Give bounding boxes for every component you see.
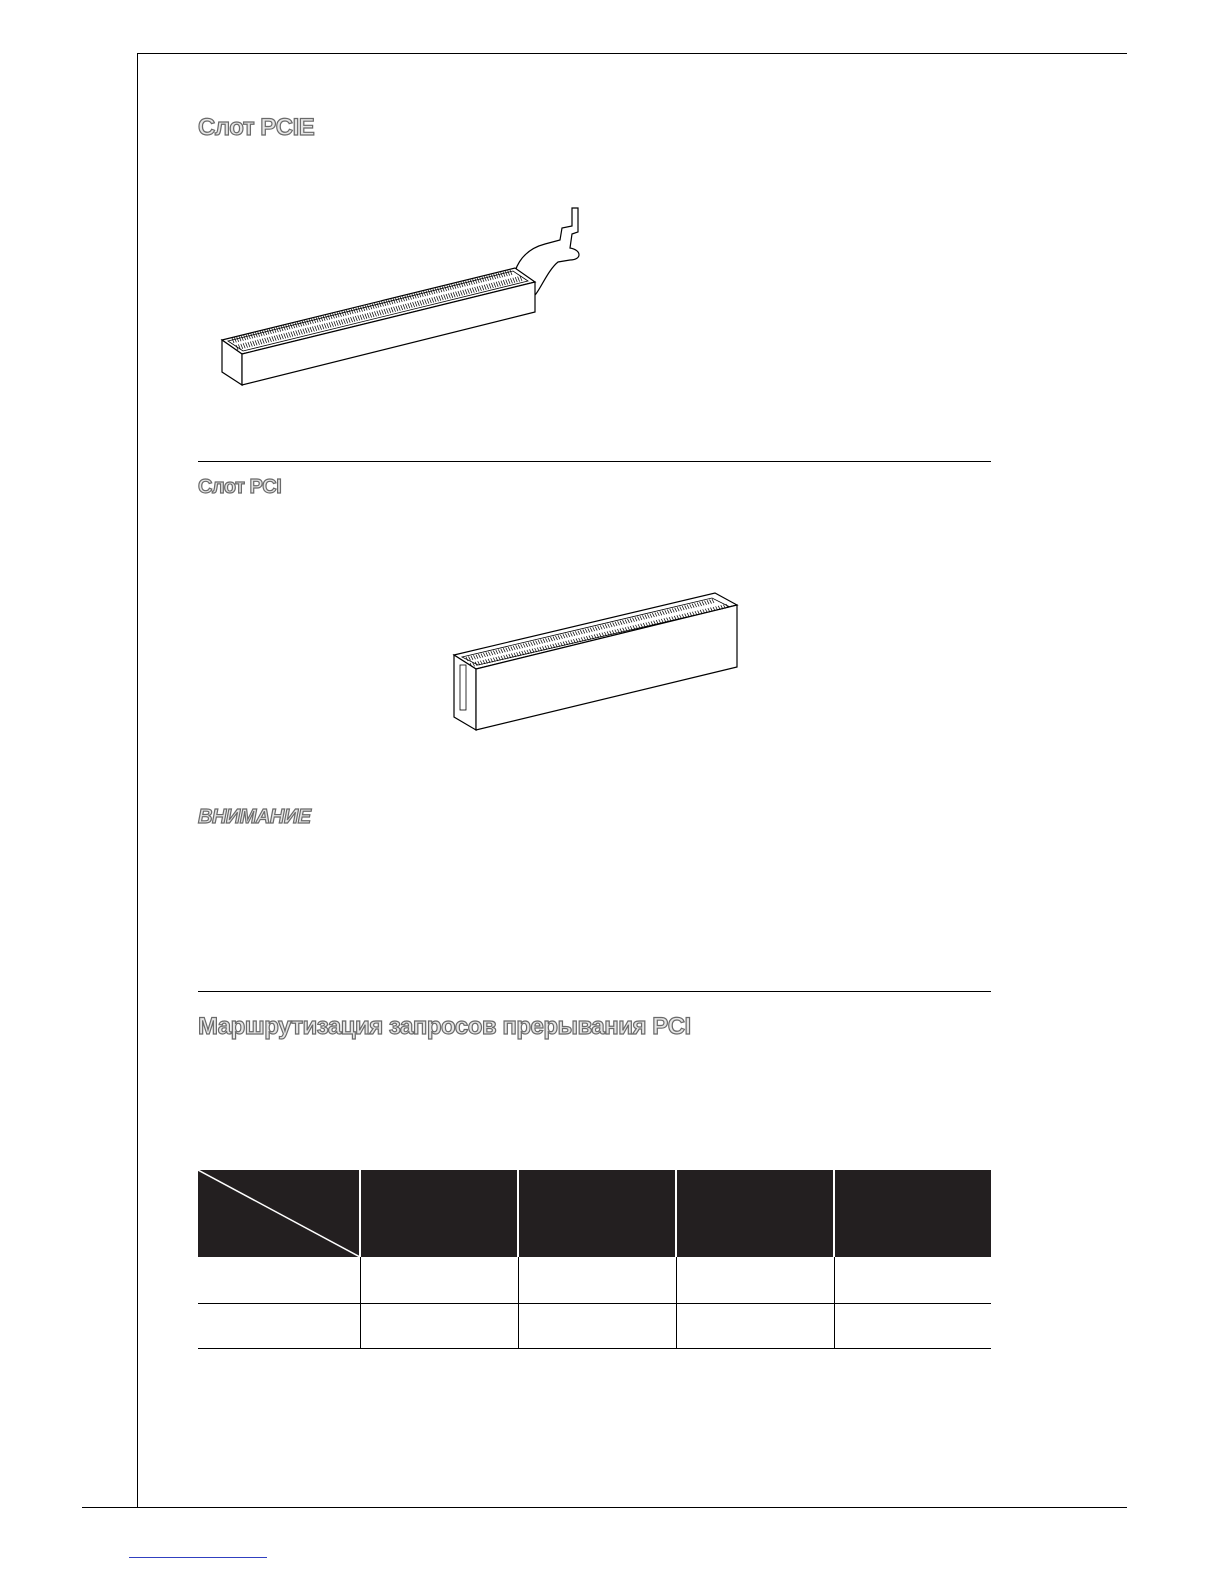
pci-slot-title: Слот PCI xyxy=(198,476,282,498)
pcie-slot-illustration xyxy=(210,200,600,395)
page-frame-bottom xyxy=(82,1507,1127,1508)
pci-slot-illustration xyxy=(450,585,745,735)
diagonal-corner-cell xyxy=(198,1170,360,1257)
pcie-slot-title: Слот PCIE xyxy=(198,114,315,141)
table-cell xyxy=(840,1257,990,1303)
table-cell xyxy=(204,1303,354,1349)
page-frame-left xyxy=(137,53,138,1508)
table-cell xyxy=(204,1257,354,1303)
irq-routing-title: Маршрутизация запросов прерывания PCI xyxy=(198,1013,691,1040)
table-cell xyxy=(840,1303,990,1349)
table-cell xyxy=(682,1257,832,1303)
table-cell xyxy=(524,1303,674,1349)
section-divider xyxy=(198,461,991,462)
footer-link-underline[interactable] xyxy=(129,1557,267,1558)
table-cell xyxy=(682,1303,832,1349)
page-frame-top xyxy=(137,53,1127,54)
table-cell xyxy=(524,1257,674,1303)
table-cell xyxy=(366,1257,516,1303)
warning-title: ВНИМАНИЕ xyxy=(198,806,311,828)
table-cell xyxy=(366,1303,516,1349)
section-divider xyxy=(198,991,991,992)
table-header xyxy=(198,1170,991,1257)
